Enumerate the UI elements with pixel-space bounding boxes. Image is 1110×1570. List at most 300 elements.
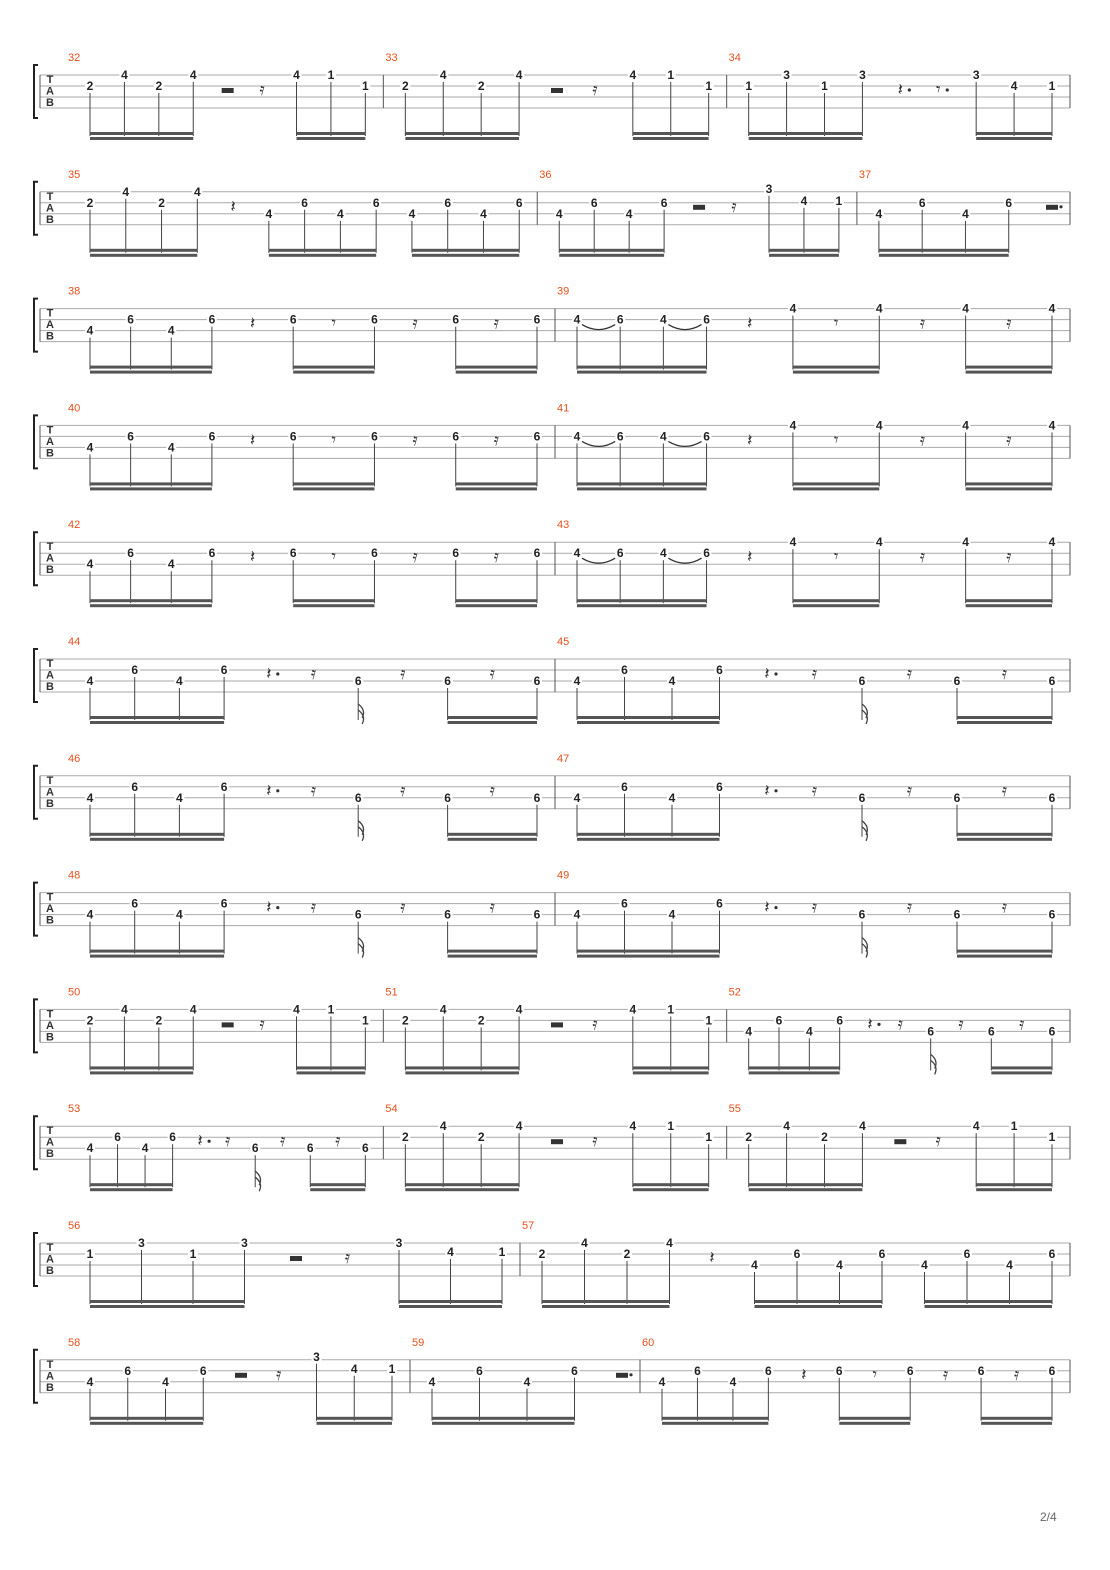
rest-symbol: 𝄽 xyxy=(266,664,272,684)
fret-number: 4 xyxy=(86,440,94,455)
beam xyxy=(966,604,1052,607)
fret-number: 6 xyxy=(1048,674,1056,688)
rest-symbol: 𝄿 xyxy=(400,780,406,801)
rest-symbol: 𝄿 xyxy=(259,80,265,100)
fret-number: 4 xyxy=(121,1002,128,1017)
beam xyxy=(577,482,707,485)
fret-number: 4 xyxy=(859,1119,866,1134)
beam xyxy=(577,604,707,607)
fret-number: 6 xyxy=(616,312,624,327)
beam xyxy=(90,487,212,490)
fret-number: 6 xyxy=(444,907,451,922)
fret-number: 4 xyxy=(86,1374,94,1389)
fret-number: 1 xyxy=(189,1247,197,1261)
fret-number: 4 xyxy=(523,1374,531,1389)
fret-number: 1 xyxy=(745,79,753,93)
fret-number: 6 xyxy=(289,429,297,444)
fret-number: 1 xyxy=(667,1002,675,1017)
measure-number: 58 xyxy=(68,1336,81,1349)
fret-number: 4 xyxy=(86,557,94,572)
dot xyxy=(276,789,279,792)
beam xyxy=(577,838,720,841)
fret-number: 6 xyxy=(836,1013,844,1028)
beam xyxy=(755,1300,883,1303)
rest-symbol: 𝄿 xyxy=(811,897,818,918)
fret-number: 4 xyxy=(167,557,175,572)
fret-number: 4 xyxy=(480,206,487,221)
beam xyxy=(297,1071,366,1074)
fret-number: 6 xyxy=(533,674,541,688)
dot xyxy=(276,672,279,675)
fret-number: 4 xyxy=(515,68,523,82)
fret-number: 6 xyxy=(131,896,139,911)
beam xyxy=(90,1417,203,1420)
fret-number: 2 xyxy=(86,79,94,93)
beam xyxy=(90,721,224,724)
fret-number: 6 xyxy=(621,663,628,677)
rest-symbol: 𝄿 xyxy=(897,1014,903,1035)
beam xyxy=(577,721,720,724)
rest-symbol: 𝄽 xyxy=(197,1131,203,1152)
fret-number: 6 xyxy=(371,429,378,444)
tab-clef-letter: A xyxy=(46,786,54,799)
beam xyxy=(749,132,863,135)
fret-number: 6 xyxy=(444,674,451,688)
fret-number: 6 xyxy=(354,790,362,805)
system-bracket xyxy=(34,999,38,1052)
beam xyxy=(456,366,537,369)
rest-symbol: 𝄽 xyxy=(747,430,753,451)
fret-number: 2 xyxy=(401,1013,409,1028)
fret-number: 1 xyxy=(361,79,369,93)
beam xyxy=(633,1071,709,1074)
beam xyxy=(293,482,374,485)
beam xyxy=(432,1417,575,1420)
beam xyxy=(966,482,1052,485)
fret-number: 4 xyxy=(800,193,808,208)
rest-symbol: 𝄿 xyxy=(489,897,495,918)
tab-clef-letter: B xyxy=(46,213,54,226)
beam xyxy=(90,1183,173,1186)
beam xyxy=(90,833,224,836)
rest-symbol: 𝄽 xyxy=(867,1014,873,1035)
beam xyxy=(293,487,374,490)
fret-number: 4 xyxy=(629,1002,637,1017)
fret-number: 6 xyxy=(533,907,541,922)
fret-number: 6 xyxy=(452,312,460,327)
beam xyxy=(925,1305,1053,1308)
measure-number: 56 xyxy=(68,1220,81,1232)
fret-number: 4 xyxy=(573,312,581,327)
fret-number: 6 xyxy=(131,779,139,794)
half-rest xyxy=(222,88,234,93)
tie xyxy=(582,325,615,330)
note-flag xyxy=(862,704,867,724)
beam xyxy=(839,1417,910,1420)
fret-number: 6 xyxy=(835,1363,843,1378)
rest-symbol: 𝄿 xyxy=(335,1131,341,1152)
beam xyxy=(769,254,839,257)
fret-number: 6 xyxy=(660,195,668,210)
fret-number: 6 xyxy=(1048,790,1056,805)
dot xyxy=(208,1140,211,1143)
fret-number: 4 xyxy=(1006,1258,1013,1272)
rest-symbol: 𝄿 xyxy=(811,664,818,684)
beam xyxy=(317,1422,393,1425)
rest-symbol: 𝄿 xyxy=(906,664,913,684)
tab-clef-letter: B xyxy=(46,1148,54,1161)
fret-number: 6 xyxy=(127,312,134,327)
fret-number: 4 xyxy=(408,206,416,221)
system-bracket xyxy=(34,65,38,118)
fret-number: 4 xyxy=(86,323,94,338)
beam xyxy=(412,254,519,257)
fret-number: 4 xyxy=(789,535,797,550)
rest-symbol: 𝄽 xyxy=(801,1364,807,1385)
beam xyxy=(976,1188,1052,1191)
fret-number: 2 xyxy=(401,1130,409,1145)
rest-symbol: 𝄽 xyxy=(764,664,770,684)
fret-number: 2 xyxy=(477,1013,485,1028)
rest-symbol: 𝄿 xyxy=(1013,1364,1020,1385)
measure-number: 47 xyxy=(557,752,570,765)
fret-number: 4 xyxy=(428,1374,436,1389)
beam xyxy=(633,1066,709,1069)
fret-number: 6 xyxy=(354,674,362,688)
beam xyxy=(957,950,1052,953)
rest-symbol: 𝄾 xyxy=(833,430,839,451)
measure-number: 54 xyxy=(385,1103,398,1116)
fret-number: 6 xyxy=(616,546,624,561)
fret-number: 6 xyxy=(1048,1247,1056,1261)
fret-number: 4 xyxy=(573,546,581,561)
beam xyxy=(297,137,366,140)
beam xyxy=(755,1305,883,1308)
tab-clef-letter: B xyxy=(46,797,54,810)
fret-number: 4 xyxy=(555,206,563,221)
rest-symbol: 𝄽 xyxy=(266,780,272,801)
fret-number: 6 xyxy=(289,546,297,561)
measure-number: 53 xyxy=(68,1103,81,1116)
beam xyxy=(297,132,366,135)
half-rest xyxy=(551,1022,563,1027)
dot xyxy=(276,906,279,909)
rest-symbol: 𝄿 xyxy=(919,313,926,334)
fret-number: 4 xyxy=(921,1258,928,1272)
fret-number: 6 xyxy=(169,1130,176,1145)
rest-symbol: 𝄿 xyxy=(1006,430,1012,451)
fret-number: 1 xyxy=(705,79,713,93)
fret-number: 4 xyxy=(167,440,175,455)
beam xyxy=(293,599,374,602)
fret-number: 6 xyxy=(716,663,723,677)
rest-symbol: 𝄿 xyxy=(1006,547,1012,568)
fret-number: 3 xyxy=(395,1236,403,1250)
tab-clef-letter: T xyxy=(46,424,54,437)
fret-number: 3 xyxy=(783,68,790,82)
fret-number: 6 xyxy=(452,429,460,444)
beam xyxy=(879,254,1009,257)
fret-number: 2 xyxy=(745,1130,753,1145)
fret-number: 4 xyxy=(86,790,94,805)
half-rest xyxy=(1046,205,1058,210)
beam xyxy=(749,1183,863,1186)
beam xyxy=(966,366,1052,369)
rest-symbol: 𝄿 xyxy=(1001,664,1008,684)
fret-number: 3 xyxy=(241,1236,248,1250)
beam xyxy=(559,249,664,252)
tab-clef-letter: T xyxy=(46,1008,54,1021)
rest-symbol: 𝄿 xyxy=(592,1014,598,1035)
fret-number: 6 xyxy=(775,1013,783,1028)
fret-number: 6 xyxy=(124,1363,132,1378)
rest-symbol: 𝄿 xyxy=(412,313,418,334)
beam xyxy=(769,249,839,252)
fret-number: 6 xyxy=(765,1363,772,1378)
rest-symbol: 𝄿 xyxy=(344,1248,351,1268)
fret-number: 2 xyxy=(86,1013,94,1028)
fret-number: 4 xyxy=(668,790,676,805)
fret-number: 2 xyxy=(477,1130,485,1145)
rest-symbol: 𝄿 xyxy=(493,430,499,451)
tab-clef-letter: T xyxy=(46,774,54,787)
fret-number: 6 xyxy=(987,1024,995,1039)
beam xyxy=(293,604,374,607)
fret-number: 4 xyxy=(875,418,883,433)
rest-symbol: 𝄿 xyxy=(412,430,418,451)
rest-symbol: 𝄿 xyxy=(493,313,499,334)
fret-number: 4 xyxy=(573,429,581,444)
beam xyxy=(90,1305,245,1308)
beam xyxy=(90,1300,245,1303)
tab-clef-letter: A xyxy=(46,1253,54,1266)
rest-symbol: 𝄽 xyxy=(230,196,236,217)
rest-symbol: 𝄿 xyxy=(1006,313,1012,334)
fret-number: 6 xyxy=(533,312,541,327)
beam xyxy=(448,950,537,953)
fret-number: 4 xyxy=(629,1119,637,1134)
rest-symbol: 𝄿 xyxy=(906,897,913,918)
fret-number: 1 xyxy=(821,79,828,93)
rest-symbol: 𝄿 xyxy=(731,196,737,217)
beam xyxy=(839,1422,910,1425)
rest-symbol: 𝄽 xyxy=(764,897,770,918)
fret-number: 6 xyxy=(621,896,628,911)
system-bracket xyxy=(34,1116,38,1169)
fret-number: 4 xyxy=(789,301,797,316)
fret-number: 6 xyxy=(616,429,624,444)
beam xyxy=(577,371,707,374)
tab-clef-letter: T xyxy=(46,891,54,904)
fret-number: 1 xyxy=(667,68,675,82)
note-flag xyxy=(358,821,363,841)
rest-symbol: 𝄿 xyxy=(811,780,818,801)
beam xyxy=(559,254,664,257)
beam xyxy=(293,366,374,369)
measure-number: 33 xyxy=(385,52,398,64)
rest-symbol: 𝄿 xyxy=(1001,897,1008,918)
fret-number: 4 xyxy=(751,1258,758,1272)
fret-number: 6 xyxy=(533,790,541,805)
fret-number: 6 xyxy=(444,790,451,805)
fret-number: 2 xyxy=(158,195,165,210)
measure-number: 59 xyxy=(412,1336,425,1349)
fret-number: 6 xyxy=(533,429,541,444)
rest-symbol: 𝄿 xyxy=(310,897,317,918)
beam xyxy=(991,1066,1052,1069)
fret-number: 6 xyxy=(918,195,926,210)
tab-clef-letter: T xyxy=(46,307,54,320)
tab-clef-letter: A xyxy=(46,552,54,565)
rest-symbol: 𝄿 xyxy=(400,664,406,684)
fret-number: 4 xyxy=(189,68,197,82)
beam xyxy=(749,137,863,140)
measure-number: 46 xyxy=(68,752,81,765)
fret-number: 6 xyxy=(515,195,523,210)
rest-symbol: 𝄾 xyxy=(872,1364,877,1385)
beam xyxy=(976,1183,1052,1186)
tab-clef-letter: A xyxy=(46,1136,54,1149)
tab-clef-letter: B xyxy=(46,1381,54,1394)
beam xyxy=(456,599,537,602)
tab-clef-letter: A xyxy=(46,669,54,682)
beam xyxy=(432,1422,575,1425)
half-rest xyxy=(693,205,705,210)
measure-number: 35 xyxy=(68,168,81,181)
fret-number: 4 xyxy=(666,1236,673,1250)
fret-number: 4 xyxy=(141,1141,149,1156)
fret-number: 4 xyxy=(293,1002,300,1017)
fret-number: 4 xyxy=(745,1024,753,1039)
fret-number: 6 xyxy=(371,312,378,327)
rest-symbol: 𝄿 xyxy=(489,664,495,684)
beam xyxy=(749,1188,863,1191)
half-rest xyxy=(551,1139,563,1144)
fret-number: 6 xyxy=(220,779,228,794)
fret-number: 6 xyxy=(716,779,723,794)
fret-number: 4 xyxy=(193,184,201,199)
rest-symbol: 𝄾 xyxy=(833,313,839,334)
half-rest xyxy=(290,1256,302,1261)
fret-number: 4 xyxy=(1010,79,1018,93)
beam xyxy=(925,1300,1053,1303)
fret-number: 4 xyxy=(625,206,633,221)
rest-symbol: 𝄿 xyxy=(310,664,317,684)
fret-number: 6 xyxy=(127,429,134,444)
fret-number: 6 xyxy=(858,790,866,805)
fret-number: 6 xyxy=(533,546,541,561)
measure-number: 32 xyxy=(68,52,81,64)
measure-number: 40 xyxy=(68,402,81,415)
fret-number: 1 xyxy=(388,1361,396,1376)
fret-number: 4 xyxy=(668,907,676,922)
note-flag xyxy=(862,938,867,958)
measure-number: 36 xyxy=(539,168,552,181)
fret-number: 6 xyxy=(793,1247,801,1261)
beam xyxy=(90,132,193,135)
fret-number: 6 xyxy=(703,546,710,561)
fret-number: 6 xyxy=(220,663,228,677)
tab-clef-letter: T xyxy=(46,1125,54,1138)
beam xyxy=(448,716,537,719)
fret-number: 4 xyxy=(573,907,581,922)
dot xyxy=(946,88,949,91)
beam xyxy=(577,955,720,958)
fret-number: 4 xyxy=(86,674,94,688)
fret-number: 6 xyxy=(354,907,362,922)
tie xyxy=(668,325,701,330)
fret-number: 4 xyxy=(121,68,128,82)
measure-number: 34 xyxy=(728,52,741,64)
fret-number: 6 xyxy=(251,1141,259,1156)
beam xyxy=(399,1300,502,1303)
measure-number: 45 xyxy=(557,636,570,648)
fret-number: 6 xyxy=(953,907,961,922)
system-bracket xyxy=(34,1350,38,1403)
beam xyxy=(957,838,1052,841)
beam xyxy=(456,487,537,490)
fret-number: 6 xyxy=(694,1363,701,1378)
tie xyxy=(668,558,701,563)
fret-number: 6 xyxy=(953,790,961,805)
half-rest xyxy=(551,88,563,93)
fret-number: 4 xyxy=(573,790,581,805)
measure-number: 51 xyxy=(385,986,398,999)
fret-number: 6 xyxy=(208,546,216,561)
beam xyxy=(310,1188,365,1191)
beam xyxy=(793,371,879,374)
beam xyxy=(90,249,197,252)
fret-number: 1 xyxy=(327,68,335,82)
beam xyxy=(793,487,879,490)
tab-clef-letter: B xyxy=(46,681,54,693)
tie xyxy=(668,441,701,446)
fret-number: 4 xyxy=(447,1245,454,1259)
fret-number: 4 xyxy=(439,1119,447,1134)
fret-number: 4 xyxy=(783,1119,790,1134)
beam xyxy=(399,1305,502,1308)
fret-number: 4 xyxy=(265,206,273,221)
fret-number: 1 xyxy=(705,1130,713,1145)
beam xyxy=(90,1066,193,1069)
beam xyxy=(90,1188,173,1191)
tab-clef-letter: A xyxy=(46,85,54,98)
fret-number: 6 xyxy=(1048,1363,1056,1378)
note-flag xyxy=(358,704,363,724)
rest-symbol: 𝄿 xyxy=(310,780,317,801)
beam xyxy=(749,1071,840,1074)
fret-number: 4 xyxy=(660,312,667,327)
fret-number: 4 xyxy=(176,674,183,688)
fret-number: 2 xyxy=(401,79,409,93)
rest-symbol: 𝄿 xyxy=(1019,1014,1025,1035)
beam xyxy=(577,487,707,490)
fret-number: 4 xyxy=(629,68,637,82)
dot xyxy=(908,88,911,91)
fret-number: 4 xyxy=(1048,535,1056,550)
beam xyxy=(405,1183,519,1186)
beam xyxy=(793,599,879,602)
beam xyxy=(633,132,709,135)
measure-number: 41 xyxy=(557,402,570,415)
fret-number: 4 xyxy=(729,1374,737,1389)
fret-number: 6 xyxy=(977,1363,985,1378)
tab-clef-letter: T xyxy=(46,74,54,86)
rest-symbol: 𝄽 xyxy=(747,547,753,568)
system-bracket xyxy=(34,182,38,235)
fret-number: 6 xyxy=(114,1130,121,1145)
dot xyxy=(774,906,777,909)
